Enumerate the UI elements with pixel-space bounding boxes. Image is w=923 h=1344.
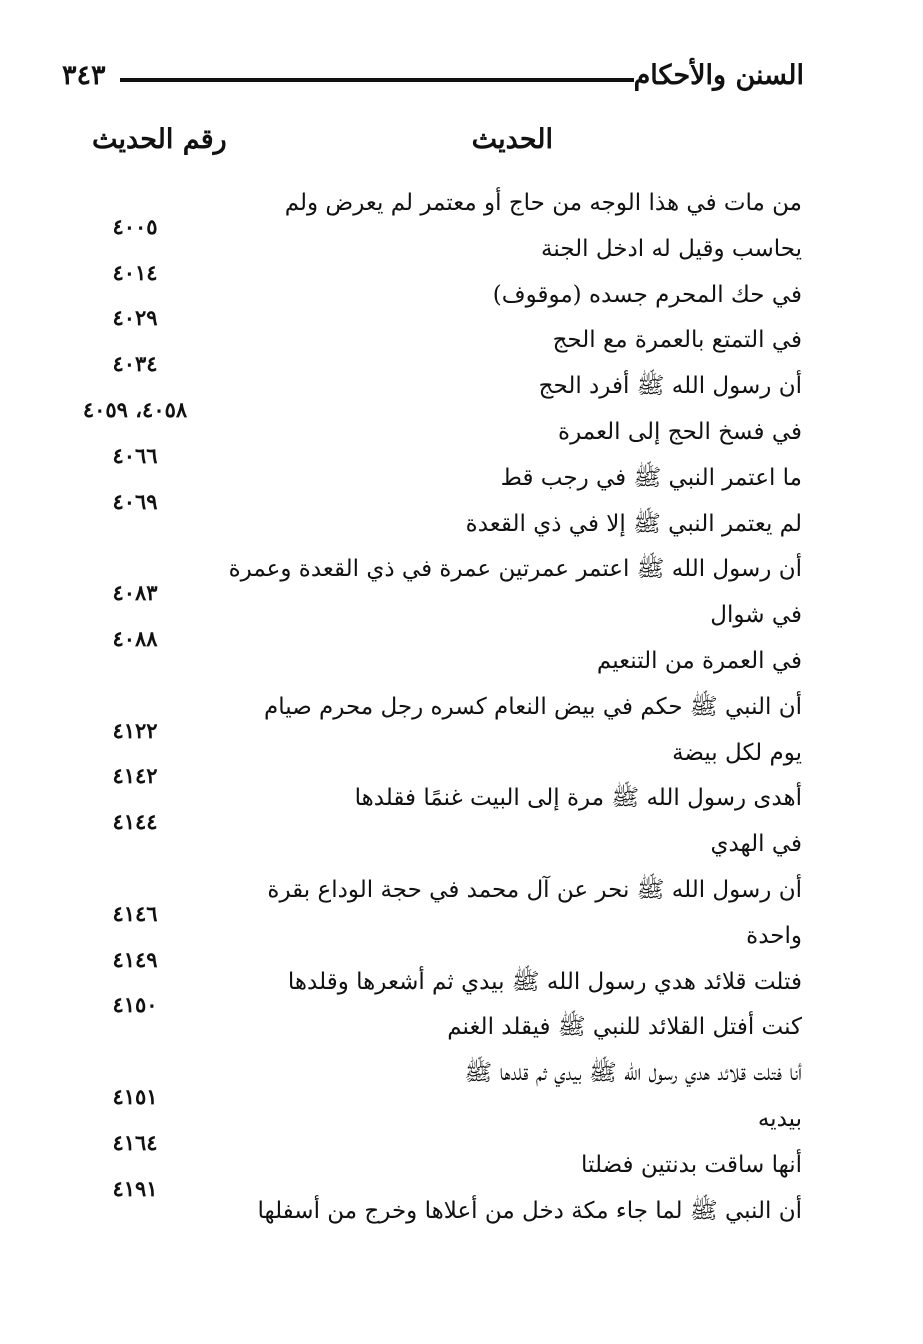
hadith-text: من مات في هذا الوجه من حاج أو معتمر لم يعرض ولم: [284, 190, 802, 216]
hadith-text: أن رسول الله ﷺ نحر عن آل محمد في حجة الوداع بقرة: [267, 876, 802, 903]
hadith-number: ٤١٤٦: [112, 900, 158, 926]
hadith-text: فتلت قلائد هدي رسول الله ﷺ بيدي ثم أشعرها وقلدها: [287, 968, 802, 995]
hadith-number: ٤٠٨٣: [112, 580, 158, 606]
hadith-number: ٤٠٨٨: [112, 625, 158, 651]
hadith-number: ٤١٦٤: [112, 1129, 158, 1155]
index-line: [60, 809, 802, 867]
hadith-text: في فسخ الحج إلى العمرة: [558, 418, 802, 445]
hadith-text: في شوال: [710, 602, 802, 629]
index-line: [60, 1175, 802, 1234]
hadith-text: في الهدي: [710, 831, 802, 858]
hadith-text: في العمرة من التنعيم: [596, 647, 802, 674]
hadith-number: ٤٠٣٤: [112, 351, 158, 377]
hadith-text: يوم لكل بيضة: [672, 739, 802, 766]
running-head: [62, 58, 804, 98]
hadith-number: ٤٠١٤: [112, 259, 158, 285]
index-line: [60, 625, 802, 684]
hadith-text: أنها ساقت بدنتين فضلتا: [581, 1151, 802, 1178]
hadith-text: كنت أفتل القلائد للنبي ﷺ فيقلد الغنم: [447, 1014, 802, 1041]
book-title: السنن والأحكام: [633, 60, 804, 91]
hadith-text: يحاسب وقيل له ادخل الجنة: [541, 235, 802, 262]
hadith-number: ٤٠٦٦: [112, 442, 158, 468]
hadith-number: ٤٠٥٨، ٤٠٥٩: [82, 396, 188, 422]
hadith-index-list: [60, 180, 802, 1233]
hadith-text: أن رسول الله ﷺ اعتمر عمرتين عمرة في ذي القعدة وعمرة: [228, 556, 802, 583]
index-line: [60, 488, 802, 547]
index-line: [60, 992, 802, 1050]
header-rule: [120, 78, 634, 82]
hadith-text: واحدة: [746, 922, 802, 949]
hadith-text: أنا فتلت قلائد هدي رسول الله ﷺ بيدي ثم قلدها ﷺ: [464, 1060, 802, 1087]
hadith-text: أهدى رسول الله ﷺ مرة إلى البيت غنمًا فقلدها: [354, 785, 802, 812]
hadith-text: بيديه: [757, 1105, 802, 1132]
hadith-text: في حك المحرم جسده (موقوف): [492, 281, 802, 308]
hadith-text: أن رسول الله ﷺ أفرد الحج: [538, 373, 802, 400]
hadith-number: ٤١٤٩: [112, 946, 158, 972]
hadith-number: ٤١٥٠: [112, 992, 158, 1018]
hadith-text: أن النبي ﷺ لما جاء مكة دخل من أعلاها وخرج من أسفلها: [257, 1197, 802, 1224]
hadith-text: أن النبي ﷺ حكم في بيض النعام كسره رجل محرم صيام: [264, 693, 802, 720]
hadith-text: لم يعتمر النبي ﷺ إلا في ذي القعدة: [465, 510, 802, 537]
hadith-number: ٤٠٦٩: [112, 488, 158, 514]
hadith-number: ٤١٥١: [112, 1083, 158, 1109]
hadith-number: ٤٠٠٥: [112, 213, 158, 239]
page-number: ٣٤٣: [62, 60, 106, 91]
hadith-number: ٤١٢٢: [112, 717, 158, 743]
hadith-number: ٤٠٢٩: [112, 305, 158, 331]
column-header-number: رقم الحديث: [92, 124, 227, 155]
hadith-number: ٤١٤٢: [112, 763, 158, 789]
hadith-number: ٤١٤٤: [112, 809, 158, 835]
hadith-text: ما اعتمر النبي ﷺ في رجب قط: [500, 464, 802, 491]
column-header-hadith: الحديث: [471, 124, 553, 155]
hadith-text: في التمتع بالعمرة مع الحج: [552, 327, 802, 354]
hadith-number: ٤١٩١: [112, 1175, 158, 1201]
